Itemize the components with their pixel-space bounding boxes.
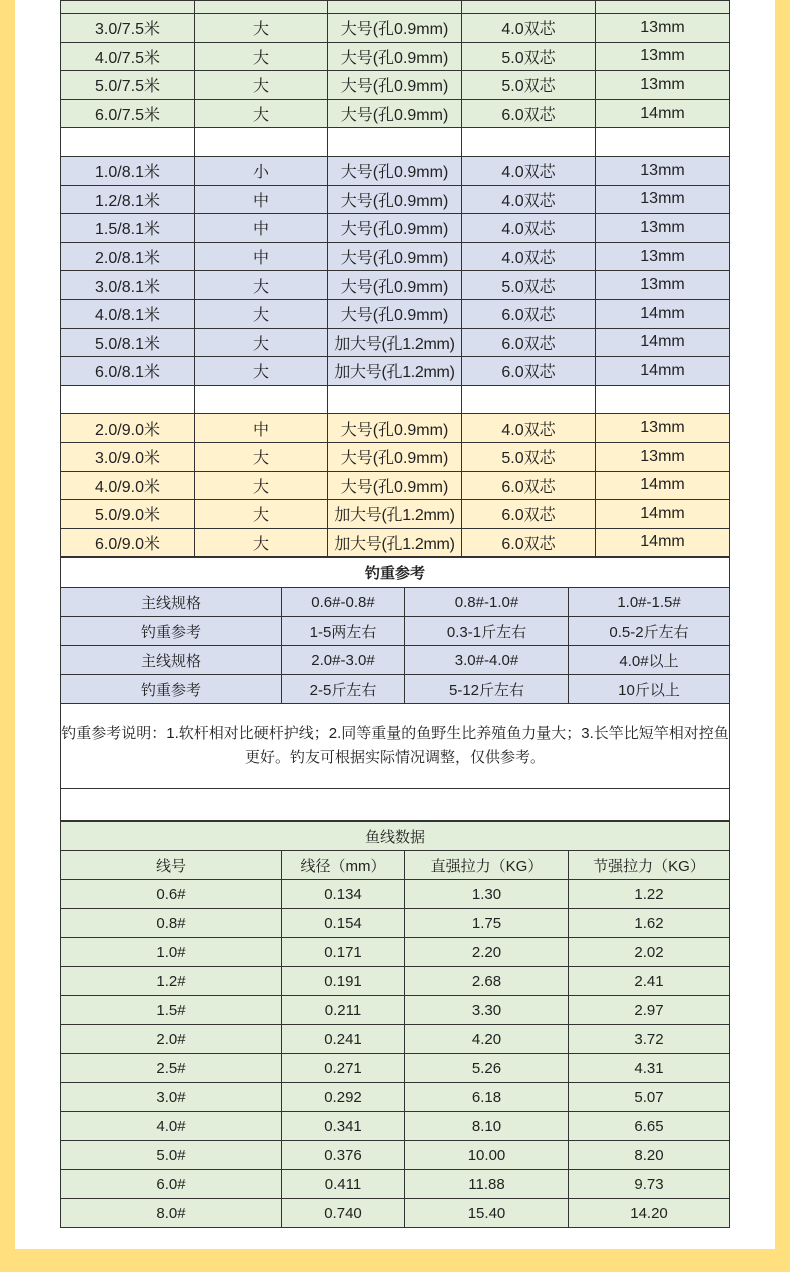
- line-cell: 8.20: [569, 1141, 730, 1170]
- line-cell: 0.6#: [61, 880, 282, 909]
- sinker-table-title: 钓重参考: [61, 558, 730, 588]
- rod-diameter: 13mm: [596, 42, 730, 71]
- line-cell: 2.5#: [61, 1054, 282, 1083]
- line-cell: 0.191: [282, 967, 405, 996]
- table-row: [61, 1170, 730, 1199]
- rod-hole: 大号(孔0.9mm): [328, 214, 462, 243]
- line-cell: 6.0#: [61, 1170, 282, 1199]
- line-table-title: 鱼线数据: [61, 822, 730, 851]
- sinker-cell: 3.0#-4.0#: [405, 646, 569, 675]
- rod-diameter: 13mm: [596, 214, 730, 243]
- rod-size: 大: [195, 14, 328, 43]
- sinker-weight-table: [60, 557, 730, 821]
- table-row: [61, 271, 730, 300]
- table-row: [61, 442, 730, 471]
- sinker-cell: 主线规格: [61, 588, 282, 617]
- line-cell: 1.0#: [61, 938, 282, 967]
- rod-length: 5.0/7.5米: [61, 71, 195, 100]
- line-cell: 1.75: [405, 909, 569, 938]
- rod-length: 6.0/7.5米: [61, 99, 195, 128]
- rod-hole: 大号(孔0.9mm): [328, 442, 462, 471]
- rod-diameter: 14mm: [596, 500, 730, 529]
- rod-size: 中: [195, 414, 328, 443]
- rod-length: 3.0/9.0米: [61, 442, 195, 471]
- rod-length: 2.0/9.0米: [61, 414, 195, 443]
- table-row: [61, 646, 730, 675]
- line-cell: 0.171: [282, 938, 405, 967]
- rod-diameter: 13mm: [596, 156, 730, 185]
- line-cell: 2.20: [405, 938, 569, 967]
- table-row: [61, 996, 730, 1025]
- rod-hole: 大号(孔0.9mm): [328, 185, 462, 214]
- line-cell: 1.62: [569, 909, 730, 938]
- line-cell: 3.0#: [61, 1083, 282, 1112]
- rod-core: 4.0双芯: [462, 156, 596, 185]
- rod-length: 2.0/8.1米: [61, 242, 195, 271]
- rod-size: 大: [195, 500, 328, 529]
- line-cell: 0.740: [282, 1199, 405, 1228]
- column-header: 线号: [61, 851, 282, 880]
- rod-diameter: 13mm: [596, 271, 730, 300]
- line-cell: 2.0#: [61, 1025, 282, 1054]
- line-cell: 0.241: [282, 1025, 405, 1054]
- sinker-cell: 0.3-1斤左右: [405, 617, 569, 646]
- table-row: [61, 14, 730, 43]
- column-header: 直强拉力（KG）: [405, 851, 569, 880]
- rod-hole: 大号(孔0.9mm): [328, 156, 462, 185]
- rod-diameter: 14mm: [596, 99, 730, 128]
- table-row: [61, 1199, 730, 1228]
- rod-hole: 大号(孔0.9mm): [328, 414, 462, 443]
- rod-size: 大: [195, 271, 328, 300]
- table-row: [61, 357, 730, 386]
- line-cell: 14.20: [569, 1199, 730, 1228]
- sinker-cell: 4.0#以上: [569, 646, 730, 675]
- rod-hole: 大号(孔0.9mm): [328, 299, 462, 328]
- table-row: [61, 617, 730, 646]
- line-cell: 2.02: [569, 938, 730, 967]
- line-cell: 5.07: [569, 1083, 730, 1112]
- rod-core: 6.0双芯: [462, 357, 596, 386]
- rod-diameter: 14mm: [596, 357, 730, 386]
- rod-diameter: 13mm: [596, 71, 730, 100]
- rod-core: 4.0双芯: [462, 185, 596, 214]
- table-row: [61, 156, 730, 185]
- rod-diameter: 13mm: [596, 414, 730, 443]
- rod-diameter: 13mm: [596, 442, 730, 471]
- rod-length: 1.5/8.1米: [61, 214, 195, 243]
- rod-core: 4.0双芯: [462, 414, 596, 443]
- table-row: [61, 1, 730, 14]
- rod-length: 3.0/7.5米: [61, 14, 195, 43]
- table-row: [61, 1054, 730, 1083]
- rod-size: 大: [195, 42, 328, 71]
- table-row: [61, 185, 730, 214]
- line-cell: 2.41: [569, 967, 730, 996]
- rod-core: 6.0双芯: [462, 299, 596, 328]
- line-cell: 2.97: [569, 996, 730, 1025]
- rod-diameter: 14mm: [596, 528, 730, 557]
- line-cell: 0.8#: [61, 909, 282, 938]
- rod-hole: 大号(孔0.9mm): [328, 471, 462, 500]
- sinker-cell: 0.6#-0.8#: [282, 588, 405, 617]
- rod-hole: 加大号(孔1.2mm): [328, 528, 462, 557]
- rod-length: 1.2/8.1米: [61, 185, 195, 214]
- rod-hole: 加大号(孔1.2mm): [328, 500, 462, 529]
- table-row: [61, 967, 730, 996]
- rod-diameter: 13mm: [596, 185, 730, 214]
- rod-core: 5.0双芯: [462, 71, 596, 100]
- table-title-row: [61, 558, 730, 588]
- rod-core: 5.0双芯: [462, 271, 596, 300]
- sinker-cell: 1-5两左右: [282, 617, 405, 646]
- rod-length: 4.0/7.5米: [61, 42, 195, 71]
- rod-size: 大: [195, 471, 328, 500]
- rod-core: 5.0双芯: [462, 42, 596, 71]
- sinker-note: 钓重参考说明：1.软杆相对比硬杆护线；2.同等重量的鱼野生比养殖鱼力量大；3.长竿比短竿相对控鱼更好。钓友可根据实际情况调整，仅供参考。: [61, 704, 730, 789]
- rod-hole: 大号(孔0.9mm): [328, 14, 462, 43]
- rod-core: 4.0双芯: [462, 14, 596, 43]
- table-row: [61, 1083, 730, 1112]
- rod-size: 大: [195, 328, 328, 357]
- rod-size: 大: [195, 357, 328, 386]
- line-cell: 4.20: [405, 1025, 569, 1054]
- line-cell: 6.18: [405, 1083, 569, 1112]
- spacer-row: [61, 789, 730, 821]
- line-cell: 0.341: [282, 1112, 405, 1141]
- rod-hole: 大号(孔0.9mm): [328, 271, 462, 300]
- sinker-cell: 钓重参考: [61, 675, 282, 704]
- table-row: [61, 1141, 730, 1170]
- rod-core: 4.0双芯: [462, 214, 596, 243]
- spec-sheet: [60, 0, 729, 1228]
- spacer-row: [61, 385, 730, 414]
- rod-size: 小: [195, 156, 328, 185]
- rod-hole: 大号(孔0.9mm): [328, 42, 462, 71]
- rod-length: 5.0/9.0米: [61, 500, 195, 529]
- line-cell: 0.376: [282, 1141, 405, 1170]
- sinker-cell: 主线规格: [61, 646, 282, 675]
- line-cell: 2.68: [405, 967, 569, 996]
- rod-size: 中: [195, 214, 328, 243]
- sinker-cell: 钓重参考: [61, 617, 282, 646]
- rod-diameter: 13mm: [596, 14, 730, 43]
- table-row: [61, 471, 730, 500]
- line-cell: 1.22: [569, 880, 730, 909]
- line-cell: 9.73: [569, 1170, 730, 1199]
- line-cell: 0.292: [282, 1083, 405, 1112]
- line-cell: 5.0#: [61, 1141, 282, 1170]
- table-row: [61, 99, 730, 128]
- line-cell: 0.154: [282, 909, 405, 938]
- rod-core: 5.0双芯: [462, 442, 596, 471]
- table-row: [61, 909, 730, 938]
- spacer-row: [61, 128, 730, 157]
- line-cell: 8.0#: [61, 1199, 282, 1228]
- rod-length: 3.0/8.1米: [61, 271, 195, 300]
- table-row: [61, 880, 730, 909]
- table-row: [61, 588, 730, 617]
- rod-size: 大: [195, 99, 328, 128]
- line-cell: 0.134: [282, 880, 405, 909]
- rod-core: 6.0双芯: [462, 471, 596, 500]
- line-cell: 4.31: [569, 1054, 730, 1083]
- rod-size: 大: [195, 528, 328, 557]
- sinker-cell: 1.0#-1.5#: [569, 588, 730, 617]
- line-cell: 0.271: [282, 1054, 405, 1083]
- rod-size: 中: [195, 242, 328, 271]
- table-row: [61, 938, 730, 967]
- rod-core: 6.0双芯: [462, 99, 596, 128]
- sinker-cell: 5-12斤左右: [405, 675, 569, 704]
- table-header-row: [61, 851, 730, 880]
- line-cell: 15.40: [405, 1199, 569, 1228]
- rod-diameter: 14mm: [596, 471, 730, 500]
- rod-core: 4.0双芯: [462, 242, 596, 271]
- table-row: [61, 675, 730, 704]
- line-cell: 5.26: [405, 1054, 569, 1083]
- table-row: [61, 500, 730, 529]
- rod-length: 6.0/9.0米: [61, 528, 195, 557]
- line-cell: 3.72: [569, 1025, 730, 1054]
- rod-size: 大: [195, 71, 328, 100]
- line-cell: 0.411: [282, 1170, 405, 1199]
- rod-diameter: 14mm: [596, 299, 730, 328]
- rod-size: 中: [195, 185, 328, 214]
- line-cell: 0.211: [282, 996, 405, 1025]
- rod-length: 6.0/8.1米: [61, 357, 195, 386]
- fishing-line-table: [60, 821, 730, 1228]
- table-row: [61, 414, 730, 443]
- rod-diameter: 13mm: [596, 242, 730, 271]
- sinker-cell: 0.8#-1.0#: [405, 588, 569, 617]
- table-row: [61, 71, 730, 100]
- rod-hole: 大号(孔0.9mm): [328, 242, 462, 271]
- table-row: [61, 1025, 730, 1054]
- line-cell: 1.2#: [61, 967, 282, 996]
- line-cell: 1.5#: [61, 996, 282, 1025]
- sinker-cell: 10斤以上: [569, 675, 730, 704]
- rod-core: 6.0双芯: [462, 500, 596, 529]
- line-cell: 11.88: [405, 1170, 569, 1199]
- rod-spec-table: [60, 0, 730, 557]
- table-row: [61, 299, 730, 328]
- table-row: [61, 528, 730, 557]
- sinker-cell: 2.0#-3.0#: [282, 646, 405, 675]
- rod-hole: 大号(孔0.9mm): [328, 71, 462, 100]
- rod-diameter: 14mm: [596, 328, 730, 357]
- table-row: [61, 42, 730, 71]
- rod-size: 大: [195, 299, 328, 328]
- note-row: [61, 704, 730, 789]
- rod-length: 4.0/8.1米: [61, 299, 195, 328]
- line-cell: 6.65: [569, 1112, 730, 1141]
- table-row: [61, 214, 730, 243]
- table-row: [61, 1112, 730, 1141]
- rod-core: 6.0双芯: [462, 328, 596, 357]
- sinker-cell: 0.5-2斤左右: [569, 617, 730, 646]
- table-row: [61, 328, 730, 357]
- table-title-row: [61, 822, 730, 851]
- line-cell: 8.10: [405, 1112, 569, 1141]
- rod-length: 1.0/8.1米: [61, 156, 195, 185]
- line-cell: 4.0#: [61, 1112, 282, 1141]
- rod-core: 6.0双芯: [462, 528, 596, 557]
- line-cell: 1.30: [405, 880, 569, 909]
- rod-hole: 加大号(孔1.2mm): [328, 357, 462, 386]
- line-cell: 10.00: [405, 1141, 569, 1170]
- rod-length: 5.0/8.1米: [61, 328, 195, 357]
- table-row: [61, 242, 730, 271]
- rod-length: 4.0/9.0米: [61, 471, 195, 500]
- rod-hole: 加大号(孔1.2mm): [328, 328, 462, 357]
- line-cell: 3.30: [405, 996, 569, 1025]
- column-header: 节强拉力（KG）: [569, 851, 730, 880]
- sinker-cell: 2-5斤左右: [282, 675, 405, 704]
- rod-hole: 大号(孔0.9mm): [328, 99, 462, 128]
- column-header: 线径（mm）: [282, 851, 405, 880]
- rod-size: 大: [195, 442, 328, 471]
